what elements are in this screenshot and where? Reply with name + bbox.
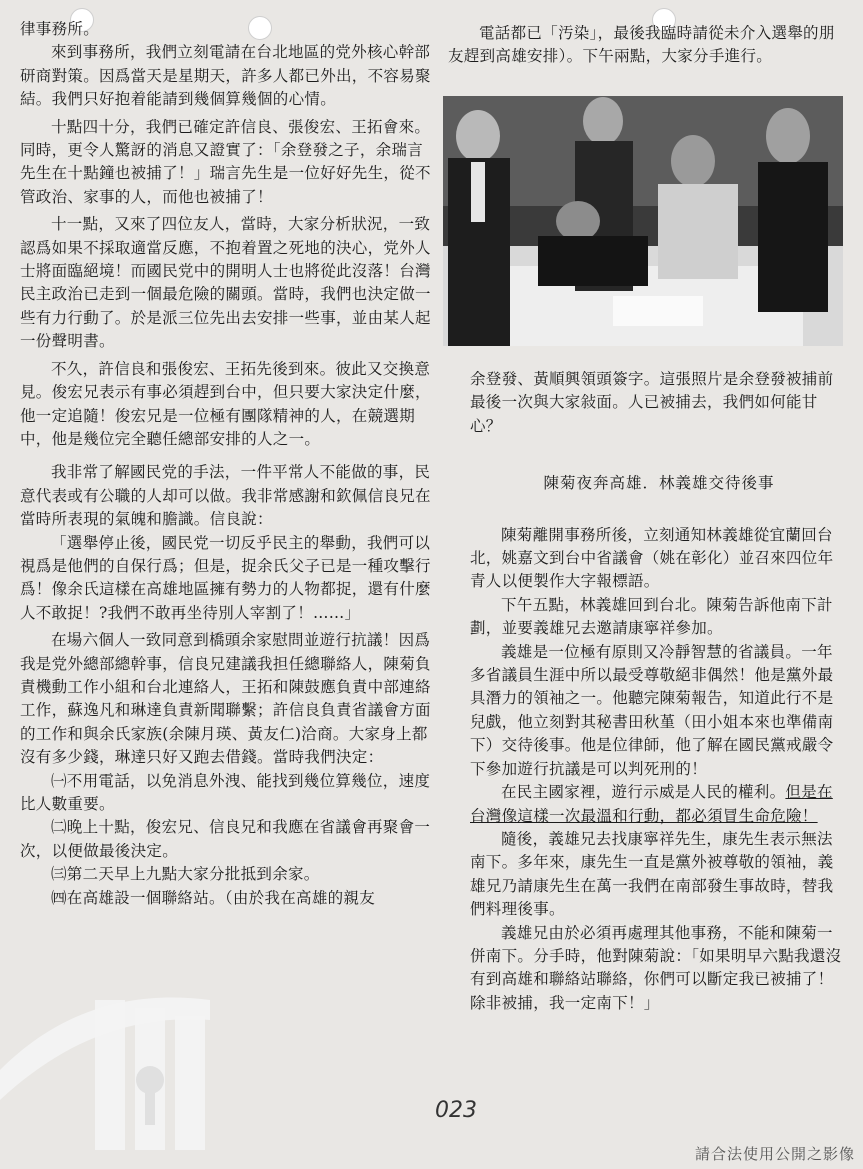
paragraph: 隨後，義雄兄去找康寧祥先生，康先生表示無法南下。多年來，康先生一直是黨外被尊敬的領袖，義雄兄乃請康先生在萬一我們在南部發生事故時，替我們料理後事。 (470, 829, 834, 919)
section-heading: 陳菊夜奔高雄．林義雄交待後事 (543, 474, 775, 493)
paragraph: 下午五點，林義雄回到台北。陳菊告訴他南下計劃，並要義雄兄去邀請康寧祥參加。 (470, 595, 833, 638)
paragraph: 律事務所。 (20, 20, 100, 38)
archive-logo-watermark (0, 930, 250, 1150)
text-span: 在民主國家裡，遊行示威是人民的權利。 (501, 783, 786, 802)
paragraph: 我非常了解國民党的手法，一件平常人不能做的事，民意代表或有公職的人却可以做。我非常感謝和欽佩信良兄在當時所表現的氣魄和膽識。信良說： (20, 463, 431, 529)
quote: 「選舉停止後，國民党一切反乎民主的舉動，我們可以視爲是他們的自保行爲；但是，捉余氏父子已是一種攻擊行爲！像余氏這樣在高雄地區擁有勢力的人物都捉，還有什麼人不敢捉！?我們不敢再坐待別人宰割了！……」 (20, 533, 431, 622)
paragraph: 義雄是一位極有原則又冷靜智慧的省議員。一年多省議員生涯中所以最受尊敬絕非偶然！他是黨外最具潛力的領袖之一。他聽完陳菊報告，知道此行不是兒戲，他立刻對其秘書田秋堇（田小姐本來也準備南下）交待後事。他是位律師，他了解在國民黨戒嚴令下參加遊行抗議是可以判死刑的！ (470, 642, 834, 778)
list-item: ㈡晚上十點，俊宏兄、信良兄和我應在省議會再聚會一次，以便做最後決定。 (20, 818, 431, 860)
right-column (470, 368, 848, 1015)
list-item: ㈢第二天早上九點大家分批抵到余家。 (51, 865, 320, 884)
news-photo (443, 96, 843, 346)
right-column-top (448, 22, 848, 69)
paragraph: 電話都已「汚染」，最後我臨時請從未介入選舉的朋友趕到高雄安排）。下午兩點，大家分手進行。 (448, 24, 835, 66)
page-number: 023 (435, 1098, 477, 1123)
photo-image (443, 96, 843, 346)
paragraph: 義雄兄由於必須再處理其他事務，不能和陳菊一併南下。分手時，他對陳菊說：「如果明早六點我還沒有到高雄和聯絡站聯絡，你們可以斷定我已被捕了！除非被捕，我一定南下！」 (470, 923, 842, 1012)
left-column (20, 18, 432, 910)
paragraph: 不久，許信良和張俊宏、王拓先後到來。彼此又交換意見。俊宏兄表示有事必須趕到台中，但只要大家決定什麼，他一定追隨！俊宏兄是一位極有團隊精神的人，在競選期中，他是幾位完全聽任總部安排的人之一。 (20, 359, 431, 448)
paragraph: 十點四十分，我們已確定許信良、張俊宏、王拓會來。同時，更令人驚訝的消息又證實了：「余登發之子，余瑞言先生在十點鐘也被捕了！」瑞言先生是一位好好先生，從不管政治、家事的人，而他也被捕了！ (20, 117, 431, 206)
underlined-text: 但是在台灣像這樣一次最溫和行動，都必須冒生命危險！ (470, 783, 833, 825)
paragraph: 來到事務所，我們立刻電請在台北地區的党外核心幹部研商對策。因爲當天是星期天，許多人都已外出，不容易聚結。我們只好抱着能請到幾個算幾個的心情。 (20, 43, 431, 109)
paragraph: 十一點，又來了四位友人，當時，大家分析狀況，一致認爲如果不採取適當反應，不抱着置之死地的決心，党外人士將面臨絕境！而國民党中的開明人士也將從此沒落！台灣民主政治已走到一個最危險的關頭。當時，我們也決定做一些有力行動了。於是派三位先出去安排一些事，並由某人起一份聲明書。 (20, 215, 431, 351)
paragraph: 陳菊離開事務所後，立刻通知林義雄從宜蘭回台北，姚嘉文到台中省議會（姚在彰化）並召來四位年青人以便製作大字報標語。 (470, 525, 834, 591)
usage-notice: 請合法使用公開之影像 (694, 1145, 855, 1163)
paragraph (470, 781, 848, 828)
paragraph: 在場六個人一致同意到橋頭余家慰問並遊行抗議！因爲我是党外總部總幹事，信良兄建議我担任總聯絡人，陳菊負責機動工作小組和台北連絡人，王拓和陳鼓應負責中部連絡工作，蘇逸凡和琳達負責新聞聯繫；許信良負責省議會方面的工作和與余氏家族(余陳月瑛、黃友仁)洽商。大家身上都沒有多少錢，琳達只好又跑去借錢。當時我們決定： (20, 631, 431, 767)
photo-caption: 余登發、黃順興領頭簽字。這張照片是余登發被捕前最後一次與大家敍面。人已被捕去，我們如何能甘心？ (470, 370, 834, 435)
list-item: ㈣在高雄設一個聯絡站。（由於我在高雄的親友 (51, 888, 376, 907)
list-item: ㈠不用電話，以免消息外洩、能找到幾位算幾位，速度比人數重要。 (20, 771, 431, 813)
